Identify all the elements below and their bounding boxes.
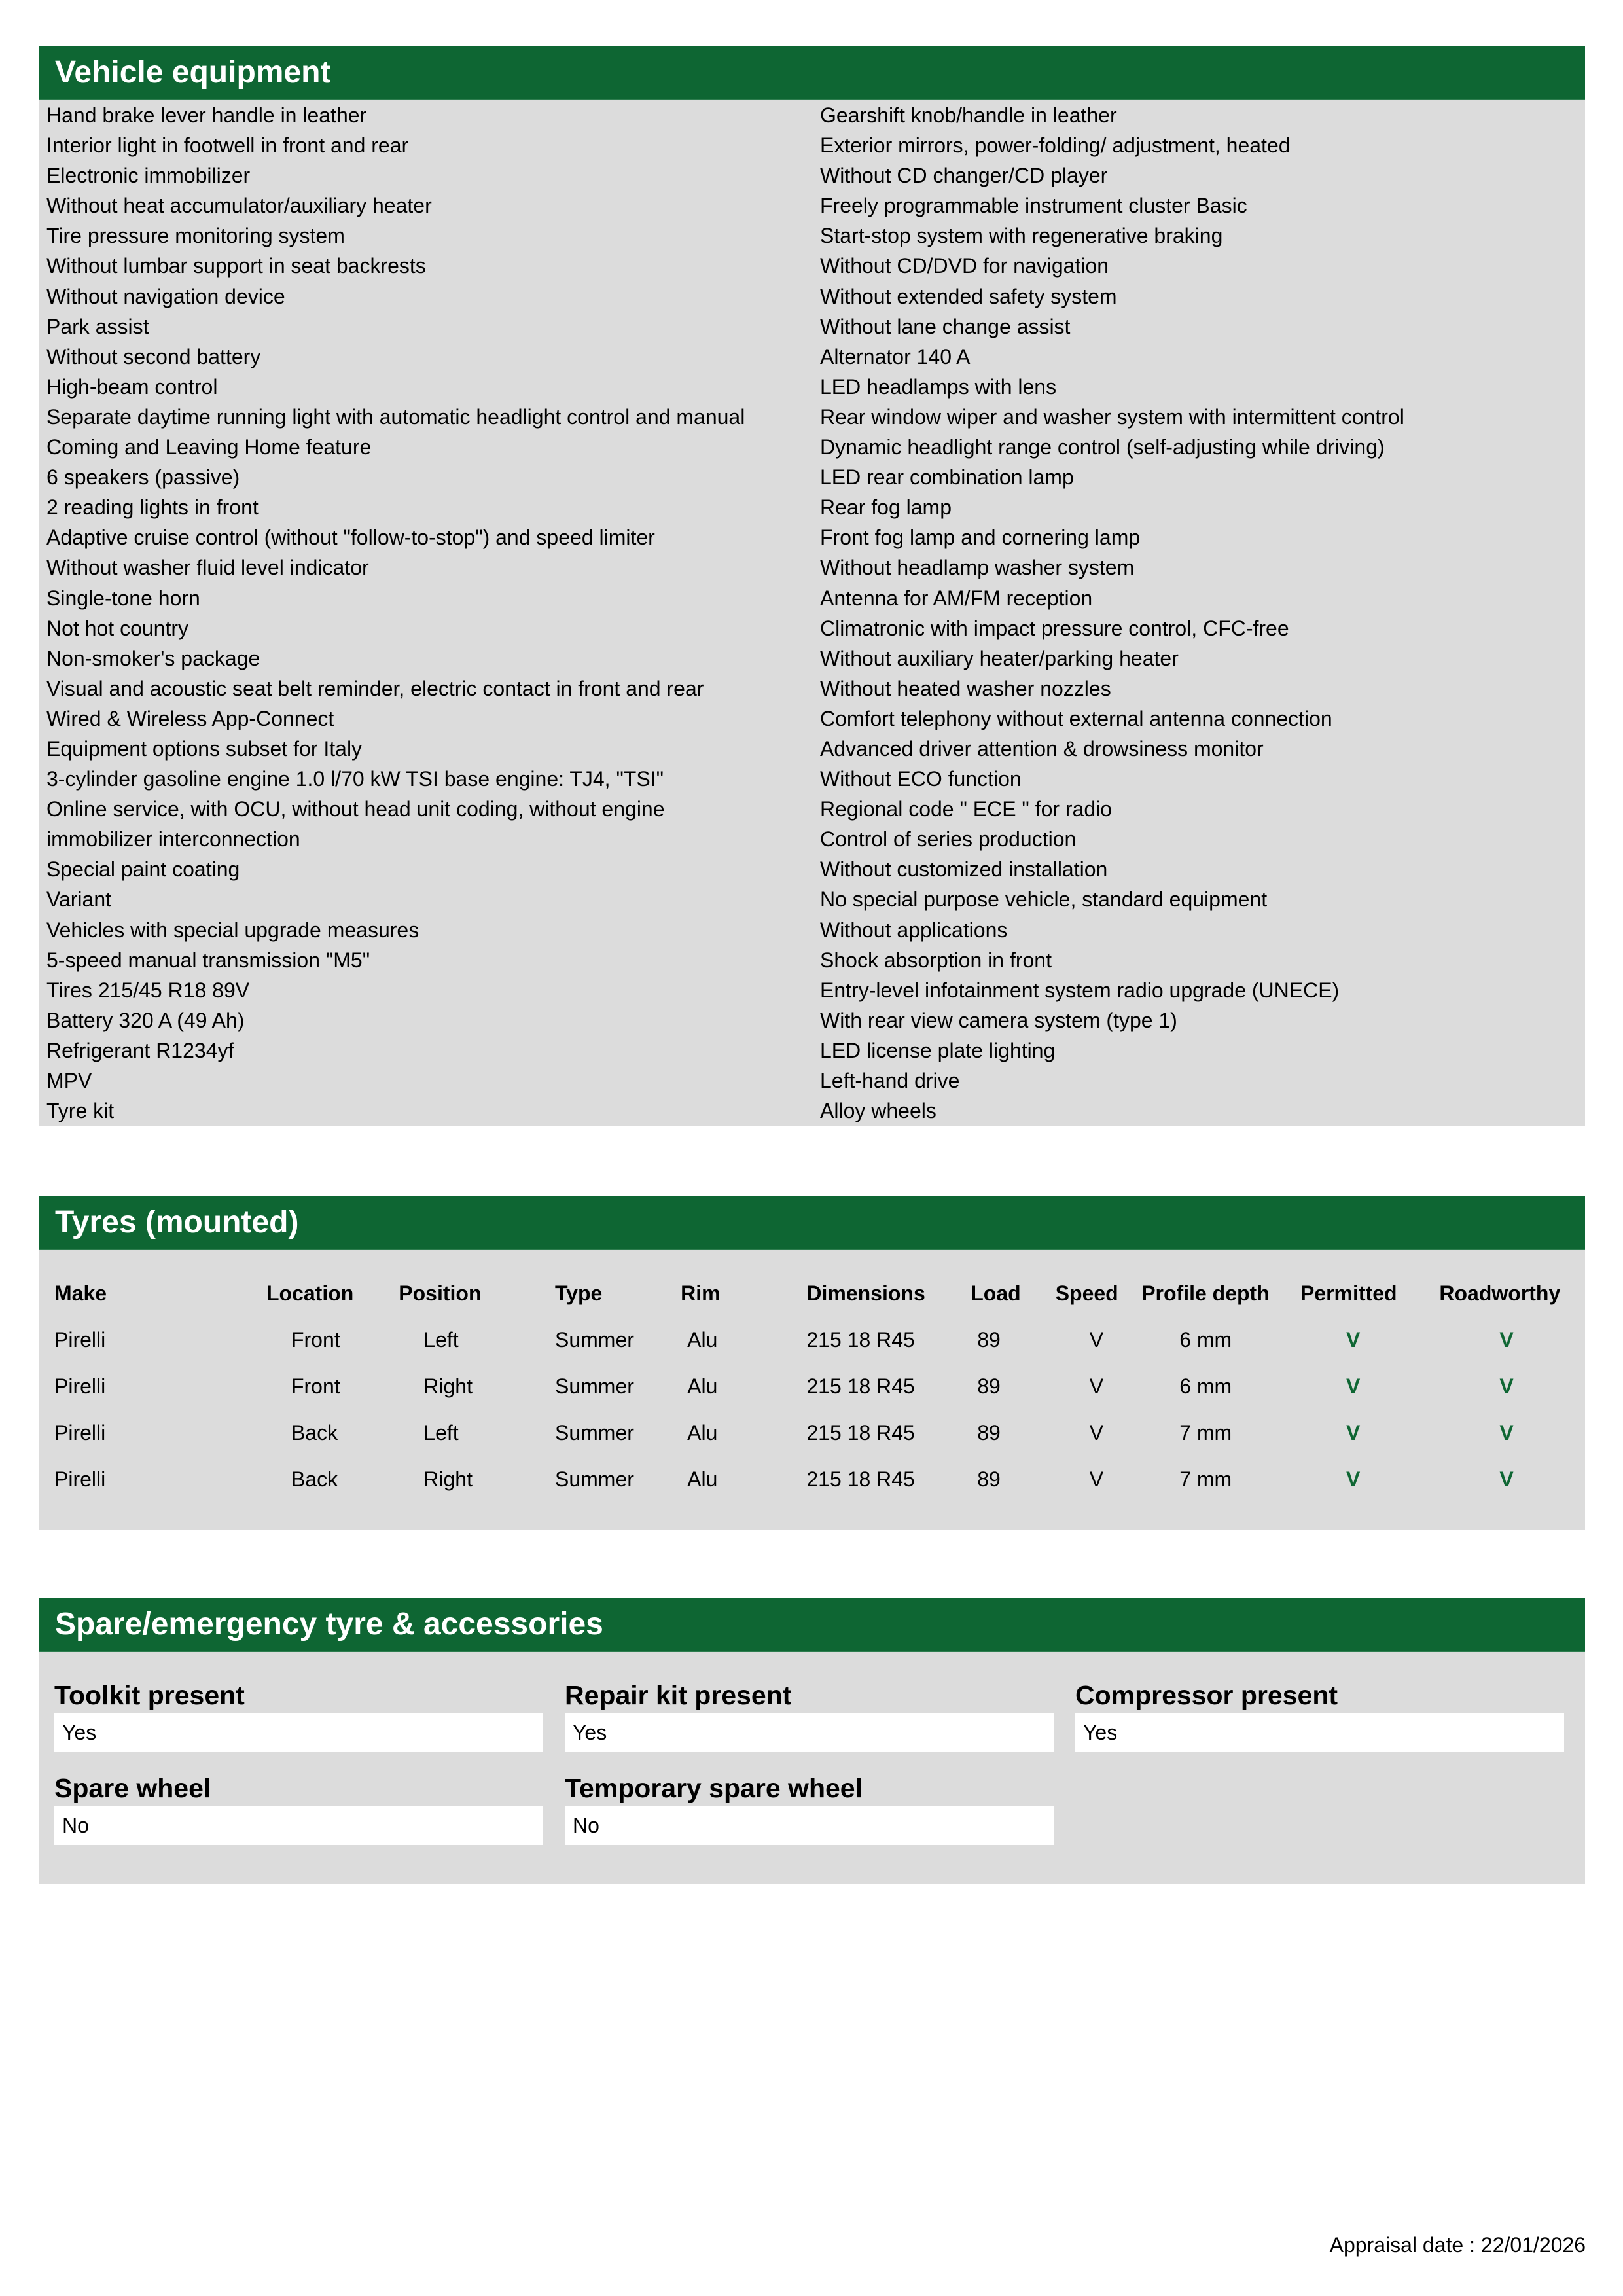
table-row bbox=[39, 1363, 1585, 1410]
cell-profile-depth: 6 mm bbox=[1179, 1374, 1232, 1398]
equipment-item: Front fog lamp and cornering lamp bbox=[820, 526, 1141, 550]
column-header-position: Position bbox=[399, 1281, 482, 1305]
equipment-item: 5-speed manual transmission "M5" bbox=[46, 948, 370, 972]
section-title: Vehicle equipment bbox=[39, 46, 1585, 100]
equipment-item: Single-tone horn bbox=[46, 586, 200, 610]
field-value: No bbox=[54, 1806, 543, 1845]
cell-dimensions: 215 18 R45 bbox=[806, 1328, 915, 1352]
equipment-item: Hand brake lever handle in leather bbox=[46, 103, 367, 127]
cell-position: Left bbox=[423, 1328, 459, 1352]
equipment-item: Electronic immobilizer bbox=[46, 164, 251, 188]
cell-load: 89 bbox=[977, 1374, 1001, 1398]
cell-rim: Alu bbox=[687, 1374, 718, 1398]
cell-type: Summer bbox=[554, 1467, 634, 1491]
cell-roadworthy-check: V bbox=[1499, 1421, 1514, 1444]
cell-profile-depth: 6 mm bbox=[1179, 1328, 1232, 1352]
equipment-item: Without auxiliary heater/parking heater bbox=[820, 646, 1179, 670]
cell-speed: V bbox=[1089, 1328, 1104, 1352]
equipment-item: Gearshift knob/handle in leather bbox=[820, 103, 1117, 127]
cell-type: Summer bbox=[554, 1421, 634, 1444]
equipment-item: Advanced driver attention & drowsiness monitor bbox=[820, 736, 1264, 761]
cell-position: Right bbox=[423, 1467, 473, 1491]
cell-roadworthy-check: V bbox=[1499, 1328, 1514, 1352]
spare-wheel-field bbox=[54, 1770, 543, 1845]
equipment-item: Dynamic headlight range control (self-adjusting while driving) bbox=[820, 435, 1385, 459]
equipment-item: Equipment options subset for Italy bbox=[46, 736, 363, 761]
equipment-item: Refrigerant R1234yf bbox=[46, 1038, 234, 1062]
equipment-item: Battery 320 A (49 Ah) bbox=[46, 1008, 245, 1032]
equipment-item: Separate daytime running light with automatic headlight control and manual bbox=[46, 404, 745, 429]
equipment-item: Without washer fluid level indicator bbox=[46, 556, 369, 580]
field-label: Temporary spare wheel bbox=[565, 1773, 863, 1803]
spare-panel bbox=[39, 1652, 1585, 1884]
cell-position: Right bbox=[423, 1374, 473, 1398]
equipment-item: Alloy wheels bbox=[820, 1099, 936, 1123]
cell-permitted-check: V bbox=[1346, 1374, 1361, 1398]
column-header-make: Make bbox=[54, 1281, 107, 1305]
equipment-item: Adaptive cruise control (without "follow-to-stop") and speed limiter bbox=[46, 526, 655, 550]
equipment-item: Visual and acoustic seat belt reminder, electric contact in front and rear bbox=[46, 676, 704, 700]
column-header-load: Load bbox=[971, 1281, 1021, 1305]
cell-dimensions: 215 18 R45 bbox=[806, 1421, 915, 1444]
equipment-list-panel bbox=[39, 100, 1585, 1126]
cell-make: Pirelli bbox=[54, 1467, 106, 1491]
field-label: Repair kit present bbox=[565, 1680, 792, 1710]
cell-make: Pirelli bbox=[54, 1328, 106, 1352]
temporary-spare-wheel-field bbox=[565, 1770, 1054, 1845]
field-value: No bbox=[565, 1806, 1054, 1845]
equipment-item: Entry-level infotainment system radio upgrade (UNECE) bbox=[820, 978, 1340, 1002]
field-label: Spare wheel bbox=[54, 1773, 211, 1803]
cell-make: Pirelli bbox=[54, 1374, 106, 1398]
equipment-item: Tires 215/45 R18 89V bbox=[46, 978, 250, 1002]
equipment-item: Freely programmable instrument cluster Basic bbox=[820, 194, 1247, 218]
cell-speed: V bbox=[1089, 1467, 1104, 1491]
equipment-item: LED rear combination lamp bbox=[820, 465, 1074, 490]
equipment-item: immobilizer interconnection bbox=[46, 827, 300, 852]
equipment-item: Rear window wiper and washer system with intermittent control bbox=[820, 404, 1404, 429]
equipment-list-right bbox=[820, 100, 1579, 1126]
cell-location: Front bbox=[291, 1328, 340, 1352]
equipment-item: Left-hand drive bbox=[820, 1069, 960, 1092]
column-header-type: Type bbox=[554, 1281, 603, 1305]
cell-rim: Alu bbox=[687, 1467, 718, 1491]
repair-kit-present-field bbox=[565, 1677, 1054, 1752]
equipment-item: Park assist bbox=[46, 314, 149, 338]
tyres-mounted-section bbox=[39, 1196, 1585, 1530]
column-header-dimensions: Dimensions bbox=[806, 1281, 925, 1305]
equipment-item: Comfort telephony without external antenna connection bbox=[820, 706, 1332, 730]
equipment-item: Without lane change assist bbox=[820, 314, 1071, 338]
table-row bbox=[39, 1317, 1585, 1363]
equipment-item: Online service, with OCU, without head unit coding, without engine bbox=[46, 797, 665, 821]
equipment-item: Wired & Wireless App-Connect bbox=[46, 706, 334, 730]
equipment-item: Without heated washer nozzles bbox=[820, 676, 1111, 700]
equipment-item: Tyre kit bbox=[46, 1099, 115, 1123]
cell-location: Back bbox=[291, 1421, 338, 1444]
equipment-item: High-beam control bbox=[46, 374, 218, 399]
tyres-table bbox=[39, 1270, 1585, 1503]
equipment-item: Rear fog lamp bbox=[820, 495, 952, 520]
equipment-item: Antenna for AM/FM reception bbox=[820, 586, 1093, 610]
column-header-speed: Speed bbox=[1055, 1281, 1118, 1305]
tyres-panel bbox=[39, 1250, 1585, 1530]
section-title: Spare/emergency tyre & accessories bbox=[39, 1598, 1585, 1652]
equipment-item: Variant bbox=[46, 888, 112, 912]
cell-profile-depth: 7 mm bbox=[1179, 1421, 1232, 1444]
equipment-item: No special purpose vehicle, standard equipment bbox=[820, 888, 1268, 912]
table-row bbox=[39, 1456, 1585, 1503]
equipment-item: Without second battery bbox=[46, 344, 261, 368]
cell-profile-depth: 7 mm bbox=[1179, 1467, 1232, 1491]
table-row bbox=[39, 1410, 1585, 1456]
column-header-profile-depth: Profile depth bbox=[1141, 1281, 1270, 1305]
field-value: Yes bbox=[565, 1713, 1054, 1752]
equipment-item: Without applications bbox=[820, 918, 1008, 942]
equipment-item: Control of series production bbox=[820, 827, 1077, 852]
equipment-item: Without lumbar support in seat backrests bbox=[46, 254, 426, 278]
equipment-item: MPV bbox=[46, 1069, 92, 1092]
equipment-item: LED license plate lighting bbox=[820, 1038, 1056, 1062]
equipment-list-left bbox=[46, 100, 806, 1126]
section-title: Tyres (mounted) bbox=[39, 1196, 1585, 1250]
equipment-item: Without headlamp washer system bbox=[820, 556, 1135, 580]
equipment-item: Tire pressure monitoring system bbox=[46, 224, 345, 248]
equipment-item: With rear view camera system (type 1) bbox=[820, 1008, 1177, 1032]
cell-load: 89 bbox=[977, 1328, 1001, 1352]
cell-dimensions: 215 18 R45 bbox=[806, 1467, 915, 1491]
table-header-row bbox=[39, 1270, 1585, 1317]
cell-location: Front bbox=[291, 1374, 340, 1398]
equipment-item: Without CD changer/CD player bbox=[820, 164, 1108, 188]
column-header-permitted: Permitted bbox=[1300, 1281, 1397, 1305]
equipment-item: Without heat accumulator/auxiliary heater bbox=[46, 194, 432, 218]
cell-speed: V bbox=[1089, 1374, 1104, 1398]
equipment-item: Non-smoker's package bbox=[46, 646, 260, 670]
cell-rim: Alu bbox=[687, 1328, 718, 1352]
cell-permitted-check: V bbox=[1346, 1328, 1361, 1352]
cell-permitted-check: V bbox=[1346, 1467, 1361, 1491]
equipment-item: Special paint coating bbox=[46, 857, 240, 882]
equipment-item: Climatronic with impact pressure control, CFC-free bbox=[820, 616, 1289, 640]
equipment-item: Alternator 140 A bbox=[820, 344, 971, 368]
equipment-item: Without navigation device bbox=[46, 284, 285, 308]
column-header-location: Location bbox=[266, 1281, 354, 1305]
compressor-present-field bbox=[1075, 1677, 1564, 1752]
field-label: Toolkit present bbox=[54, 1680, 245, 1710]
cell-position: Left bbox=[423, 1421, 459, 1444]
equipment-item: 6 speakers (passive) bbox=[46, 465, 240, 490]
cell-location: Back bbox=[291, 1467, 338, 1491]
cell-make: Pirelli bbox=[54, 1421, 106, 1444]
field-label: Compressor present bbox=[1075, 1680, 1338, 1710]
cell-rim: Alu bbox=[687, 1421, 718, 1444]
column-header-rim: Rim bbox=[681, 1281, 721, 1305]
equipment-item: Without CD/DVD for navigation bbox=[820, 254, 1109, 278]
equipment-item: Without extended safety system bbox=[820, 284, 1117, 308]
equipment-item: Without ECO function bbox=[820, 767, 1022, 791]
column-header-roadworthy: Roadworthy bbox=[1439, 1281, 1561, 1305]
cell-roadworthy-check: V bbox=[1499, 1374, 1514, 1398]
equipment-item: Regional code " ECE " for radio bbox=[820, 797, 1113, 821]
equipment-item: Interior light in footwell in front and rear bbox=[46, 134, 409, 158]
cell-roadworthy-check: V bbox=[1499, 1467, 1514, 1491]
equipment-item: Vehicles with special upgrade measures bbox=[46, 918, 419, 942]
appraisal-date: Appraisal date : 22/01/2026 bbox=[1329, 2233, 1586, 2257]
equipment-item: Without customized installation bbox=[820, 857, 1108, 882]
cell-load: 89 bbox=[977, 1421, 1001, 1444]
cell-type: Summer bbox=[554, 1328, 634, 1352]
cell-type: Summer bbox=[554, 1374, 634, 1398]
cell-permitted-check: V bbox=[1346, 1421, 1361, 1444]
vehicle-equipment-section bbox=[39, 46, 1585, 1126]
equipment-item: LED headlamps with lens bbox=[820, 374, 1057, 399]
equipment-item: Coming and Leaving Home feature bbox=[46, 435, 372, 459]
cell-dimensions: 215 18 R45 bbox=[806, 1374, 915, 1398]
field-value: Yes bbox=[1075, 1713, 1564, 1752]
equipment-item: Not hot country bbox=[46, 616, 188, 640]
toolkit-present-field bbox=[54, 1677, 543, 1752]
equipment-item: 2 reading lights in front bbox=[46, 495, 259, 520]
spare-tyre-accessories-section bbox=[39, 1598, 1585, 1884]
equipment-item: Exterior mirrors, power-folding/ adjustment, heated bbox=[820, 134, 1291, 158]
cell-speed: V bbox=[1089, 1421, 1104, 1444]
field-value: Yes bbox=[54, 1713, 543, 1752]
equipment-item: Shock absorption in front bbox=[820, 948, 1052, 972]
cell-load: 89 bbox=[977, 1467, 1001, 1491]
equipment-item: Start-stop system with regenerative braking bbox=[820, 224, 1223, 248]
equipment-item: 3-cylinder gasoline engine 1.0 l/70 kW TSI base engine: TJ4, "TSI" bbox=[46, 767, 664, 791]
